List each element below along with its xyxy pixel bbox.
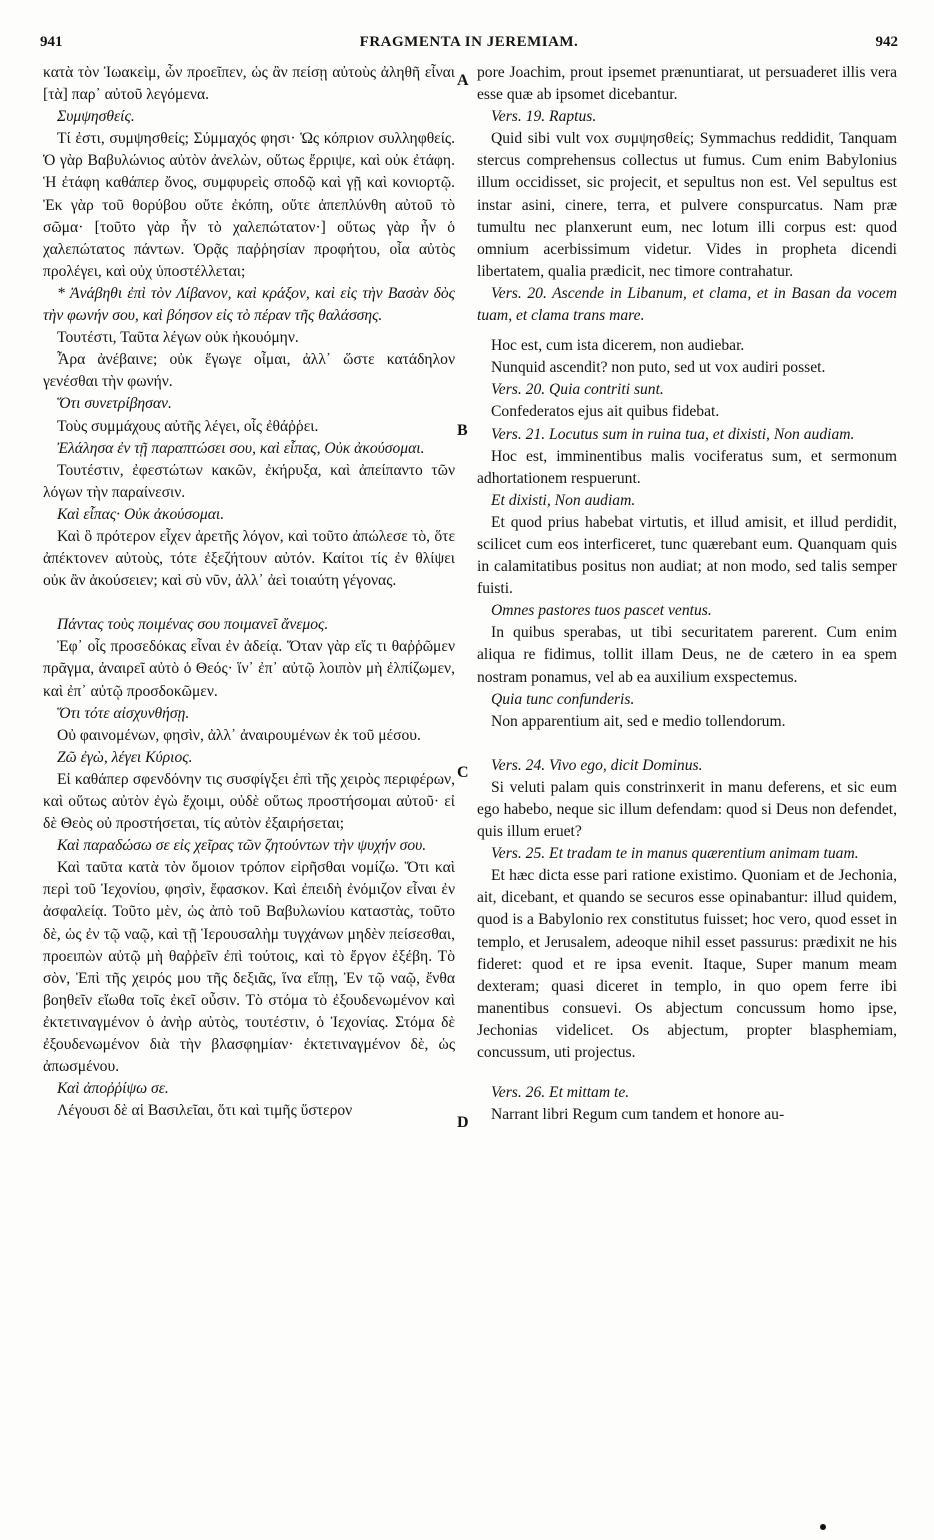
greek-paragraph: Λέγουσι δὲ αἱ Βασιλεῖαι, ὅτι καὶ τιμῆς ὕστερον	[57, 1102, 353, 1120]
latin-verse-heading: Vers. 20. Ascende in Libanum, et clama, et in Basan da vocem tuam, et clama trans mare.	[477, 284, 897, 325]
latin-paragraph: Hoc est, imminentibus malis vociferatus sum, et sermonum adhortationem respuerunt.	[477, 447, 897, 487]
latin-lemma: Quia tunc confunderis.	[491, 690, 635, 708]
running-title: FRAGMENTA IN JEREMIAM.	[359, 34, 579, 50]
latin-paragraph: Confederatos ejus ait quibus fidebat.	[491, 403, 720, 421]
latin-verse-heading: Vers. 25. Et tradam te in manus quærentium animam tuam.	[491, 845, 859, 863]
greek-paragraph: Τουτέστι, Ταῦτα λέγων οὐκ ἠκουόμην.	[57, 329, 299, 347]
latin-paragraph: Nunquid ascendit? non puto, sed ut vox audiri posset.	[491, 359, 826, 377]
latin-verse-heading: Vers. 20. Quia contriti sunt.	[491, 381, 664, 399]
page-number-right: 942	[875, 34, 898, 50]
greek-lemma: Ἐλάλησα ἐν τῇ παραπτώσει σου, καὶ εἶπας, Οὐκ ἀκούσομαι.	[57, 439, 425, 457]
margin-marker-d: D	[457, 1114, 469, 1131]
greek-lemma: Πάντας τοὺς ποιμένας σου ποιμανεῖ ἄνεμος.	[57, 616, 329, 634]
greek-paragraph: Εἰ καθάπερ σφενδόνην τις συσφίγξει ἐπὶ τῆς χειρὸς περιφέρων, καὶ οὕτως αὐτὸν ἐγὼ ἔχοιμι, οὐδὲ οὕτως προστήσομαι αὐτοῦ· εἰ δὲ Θεὸς οὐ προστήσεται, τίς αὐτὸν ἐξαιρήσεται;	[43, 770, 455, 833]
latin-paragraph: In quibus sperabas, ut tibi securitatem parerent. Cum enim aliqua re fidimus, tollit illam Deus, ne de cætero in ea spem nostram ponamus, vel ab ea auxilium exspectemus.	[477, 624, 897, 686]
greek-lemma: * Ἀνάβηθι ἐπὶ τὸν Λίβανον, καὶ κράξον, καὶ εἰς τὴν Βασὰν δὸς τὴν φωνήν σου, καὶ βόησον εἰς τὸ πέραν τῆς θαλάσσης.	[43, 284, 455, 325]
ink-speck	[820, 1524, 826, 1530]
greek-lemma: Καὶ ἀποῤῥίψω σε.	[57, 1080, 169, 1098]
greek-lemma: Καὶ εἶπας· Οὐκ ἀκούσομαι.	[57, 505, 225, 523]
page-number-left: 941	[40, 34, 63, 50]
latin-paragraph: Non apparentium ait, sed e medio tollendorum.	[491, 712, 786, 730]
latin-verse-heading: Vers. 26. Et mittam te.	[491, 1084, 630, 1102]
latin-paragraph: Si veluti palam quis constrinxerit in manu deferens, et sic eum ego habebo, neque sic illum defendam: quod si Deus non defendet, quis illum eruet?	[477, 778, 897, 841]
greek-paragraph: κατὰ τὸν Ἰωακεὶμ, ὧν προεῖπεν, ὡς ἂν πείσῃ αὐτοὺς ἀληθῆ εἶναι [τὰ] παρ᾽ αὐτοῦ λεγόμενα.	[43, 64, 455, 104]
greek-paragraph: Καὶ ὃ πρότερον εἶχεν ἀρετῆς λόγον, καὶ τοῦτο ἀπώλεσε τὸ, ὅτε ἀπέκτονεν αὐτοὺς, τότε ἐξεζήτουν αὐτόν. Καίτοι τίς ἐν θλίψει οὐκ ἂν ἀκούσειεν; καὶ σὺ νῦν, ἀλλ᾽ ἀεὶ τοιαύτη γέγονας.	[43, 527, 455, 590]
latin-paragraph: Narrant libri Regum cum tandem et honore au-	[491, 1106, 785, 1124]
greek-paragraph: Τί ἐστι, συμψησθείς; Σύμμαχός φησι· Ὡς κόπριον συλληφθείς. Ὁ γὰρ Βαβυλώνιος αὐτὸν ἀνελὼν, οὕτως ἔρριψε, καὶ οὐκ ἐτάφη. Ἡ ἐτάφη καθάπερ ὄνος, συμφυρεὶς σποδῷ καὶ γῇ καὶ κονιορτῷ. Ἐκ γὰρ τοῦ θορύβου οὔτε ἐκόπη, οὔτε ἀπεπλύνθη αὐτοῦ τὸ σῶμα· [τοῦτο γὰρ ἦν τὸ χαλεπώτατον·] οὕτως γὰρ ἦν ὁ χαλεπώτατος πάντων. Ὁρᾷς παῤῥησίαν προφήτου, οἷα αὐτὸς προλέγει, καὶ οὐχ ὑποστέλλεται;	[43, 130, 455, 280]
greek-paragraph: Τουτέστιν, ἐφεστώτων κακῶν, ἐκήρυξα, καὶ ἀπείπαντο τῶν λόγων τὴν παραίνεσιν.	[43, 461, 455, 501]
greek-lemma: Ὅτι τότε αἰσχυνθήσῃ.	[57, 704, 190, 722]
latin-paragraph: pore Joachim, prout ipsemet prænuntiarat, ut persuaderet illis vera esse quæ ab ipsomet dicebantur.	[477, 64, 897, 104]
greek-lemma: Ζῶ ἐγὼ, λέγει Κύριος.	[57, 748, 193, 766]
latin-column	[477, 62, 897, 1126]
latin-paragraph: Quid sibi vult vox συμψησθείς; Symmachus reddidit, Tanquam stercus comprehensus collectus ut fumus. Cum enim Babylonius illum occidisset, sic projecit, et sepultus non est. Vel sepultus est instar asini, cinere, terra, et pulvere conspurcatus. Nam præ tumultu nec planxerunt eum, nec lotum illi corpus est: quod omnium acerbissimum videtur. Vides in propheta dicendi libertatem, qualia prædicit, nec timore contrahatur.	[477, 130, 897, 280]
greek-paragraph: Ἆρα ἀνέβαινε; οὐκ ἔγωγε οἶμαι, ἀλλ᾽ ὥστε κατάδηλον γενέσθαι τὴν φωνήν.	[43, 351, 455, 391]
greek-lemma: Καὶ παραδώσω σε εἰς χεῖρας τῶν ζητούντων τὴν ψυχήν σου.	[57, 837, 427, 855]
latin-lemma: Omnes pastores tuos pascet ventus.	[491, 602, 712, 620]
latin-paragraph: Hoc est, cum ista dicerem, non audiebar.	[491, 337, 745, 355]
latin-paragraph: Et quod prius habebat virtutis, et illud amisit, et illud perdidit, scilicet cum eos interficeret, tunc quærebant eum. Quanquam quis in calamitatibus positus non audiat; at non modo, sed talis semper fuisti.	[477, 513, 897, 598]
greek-lemma: Ὅτι συνετρίβησαν.	[57, 395, 172, 413]
greek-paragraph: Τοὺς συμμάχους αὐτῆς λέγει, οἷς ἐθάῤῥει.	[57, 417, 319, 435]
page-header	[40, 34, 898, 58]
latin-verse-heading: Vers. 21. Locutus sum in ruina tua, et dixisti, Non audiam.	[491, 425, 855, 443]
greek-paragraph: Οὐ φαινομένων, φησὶν, ἀλλ᾽ ἀναιρουμένων ἐκ τοῦ μέσου.	[57, 726, 421, 744]
latin-verse-heading: Vers. 24. Vivo ego, dicit Dominus.	[491, 756, 703, 774]
greek-lemma: Συμψησθείς.	[57, 108, 135, 126]
greek-paragraph: Ἐφ᾽ οἷς προσεδόκας εἶναι ἐν ἀδείᾳ. Ὅταν γὰρ εἴς τι θαῤῥῶμεν πρᾶγμα, ἀναιρεῖ αὐτὸ ὁ Θεός· ἵν᾽ ἐπ᾽ αὐτῷ λοιπὸν μὴ ἐλπίζωμεν, καὶ ἐπ᾽ αὐτῷ προσδοκῶμεν.	[43, 638, 455, 700]
latin-lemma: Et dixisti, Non audiam.	[491, 491, 636, 509]
greek-paragraph: Καὶ ταῦτα κατὰ τὸν ὅμοιον τρόπον εἰρῆσθαι νομίζω. Ὅτι καὶ περὶ τοῦ Ἰεχονίου, φησὶν, ἔφασκον. Καὶ ἐπειδὴ ἐνόμιζον εἶναι ἐν ἀσφαλείᾳ. Τοῦτο μὲν, ὡς ἀπὸ τοῦ Βαβυλωνίου καταστὰς, τοῦτο δὲ, ὡς ἐν τῷ ναῷ, καὶ τῇ Ἱερουσαλὴμ τυγχάνων μηδὲν πείσεσθαι, προειπὼν αὐτῷ μὴ θαῤῥεῖν ἐπὶ τούτοις, καὶ τὸ ἔργον ἐξέβη. Τὸ σὸν, Ἐπὶ τῆς χειρός μου τῆς δεξιᾶς, ἵνα εἴπῃ, Ἐν τῷ ναῷ, ἔνθα βοηθεῖν εἴωθα τοῖς ἐκεῖ οὖσιν. Τὸ στόμα τὸ ἐξουδενωμένον καὶ ἐκτετιναγμένον ὁ ἀνὴρ αὐτὸς, τουτέστιν, ὁ Ἰεχονίας. Στόμα δὲ ἐξουδενωμένον διὰ τὴν βλασφημίαν· ἐκτετιναγμένον δὲ, ὡς ἀπωσμένου.	[43, 859, 455, 1076]
latin-paragraph: Et hæc dicta esse pari ratione existimo. Quoniam et de Jechonia, ait, dicebant, et quando se securos esse opinabantur: illud quidem, quod is a Babylonio rex constitutus fuisset; hoc vero, quod esset in templo, et Jerusalem, adeoque nihil esset passurus: prædixit ne his fideret: quod et re ipsa evenit. Itaque, Super manum meam dexteram; quasi diceret in templo, in quo opem ferre ibi manentibus consuevi. Os abjectum concussum homo ipse, Jechonias videlicet. Os abjectum, propter blasphemiam, concussum, uti projectus.	[477, 867, 897, 1062]
greek-column	[43, 62, 455, 1122]
margin-marker-a: A	[457, 72, 469, 89]
margin-marker-c: C	[457, 764, 469, 781]
latin-verse-heading: Vers. 19. Raptus.	[491, 108, 597, 126]
margin-marker-b: B	[457, 422, 468, 439]
